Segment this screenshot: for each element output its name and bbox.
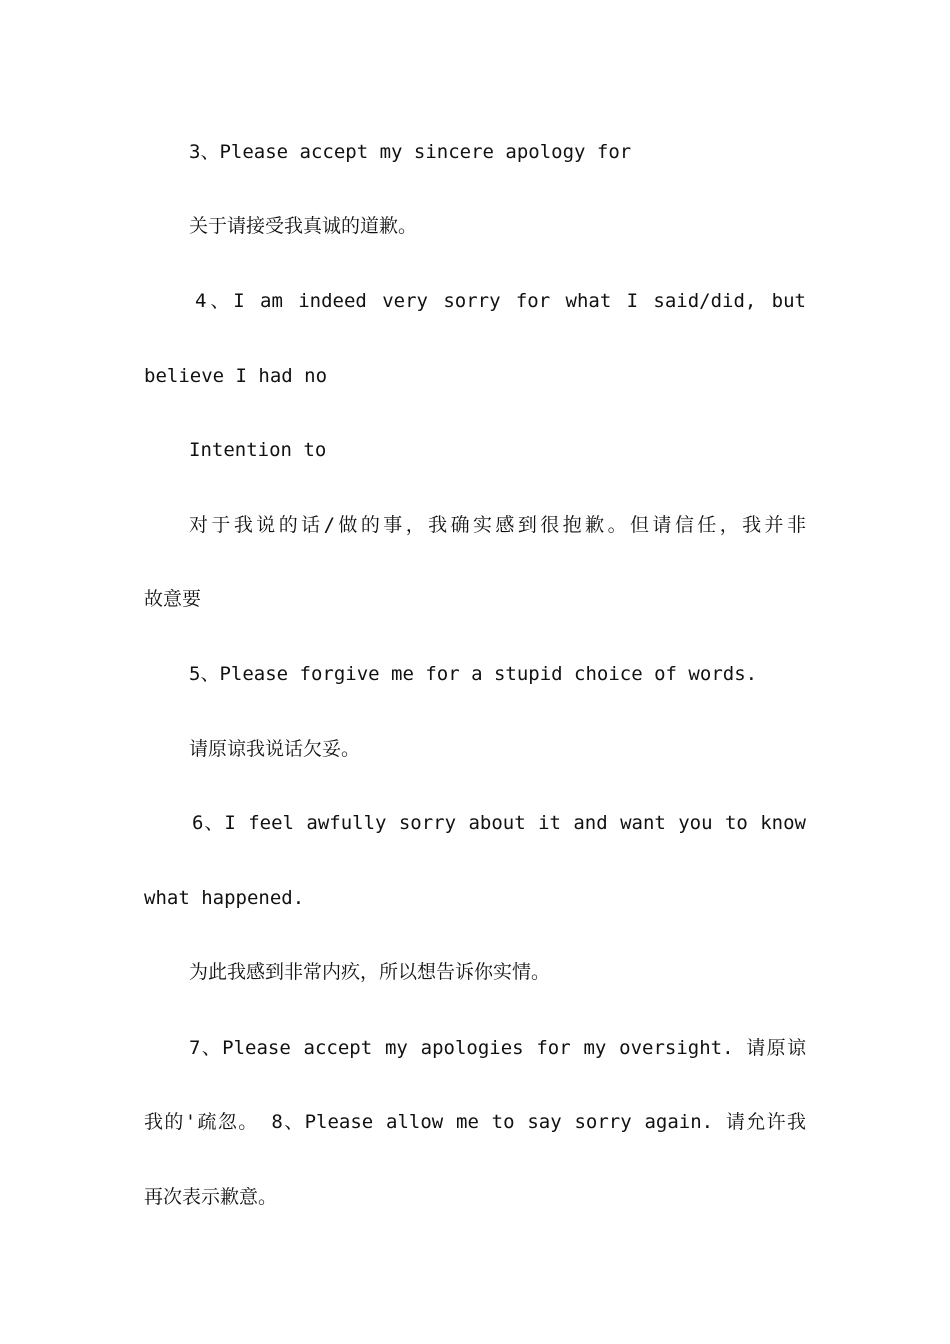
item-6-english-line-2: what happened. (144, 887, 305, 909)
item-7-line-1: 7、Please accept my apologies for my oversight. 请原谅 (189, 1037, 806, 1059)
item-4-english-line-1: 4、I am indeed very sorry for what I said/did, but (195, 290, 806, 312)
item-4-chinese-line-2: 故意要 (144, 588, 202, 610)
item-5-english: 5、Please forgive me for a stupid choice of words. (189, 663, 758, 685)
item-4-english-line-3: Intention to (189, 439, 327, 461)
item-5-chinese: 请原谅我说话欠妥。 (189, 738, 361, 760)
item-4-chinese-line-1: 对于我说的话/做的事，我确实感到很抱歉。但请信任，我并非 (189, 514, 806, 536)
item-6-chinese: 为此我感到非常内疚，所以想告诉你实情。 (189, 961, 551, 983)
item-3-english: 3、Please accept my sincere apology for (189, 141, 632, 163)
item-6-english-line-1: 6、I feel awfully sorry about it and want you to know (192, 812, 806, 834)
item-3-chinese: 关于请接受我真诚的道歉。 (189, 215, 418, 237)
item-8-chinese-line: 再次表示歉意。 (144, 1186, 278, 1208)
item-7-8-line-2: 我的'疏忽。 8、Please allow me to say sorry again. 请允许我 (144, 1111, 806, 1133)
item-4-english-line-2: believe I had no (144, 365, 328, 387)
